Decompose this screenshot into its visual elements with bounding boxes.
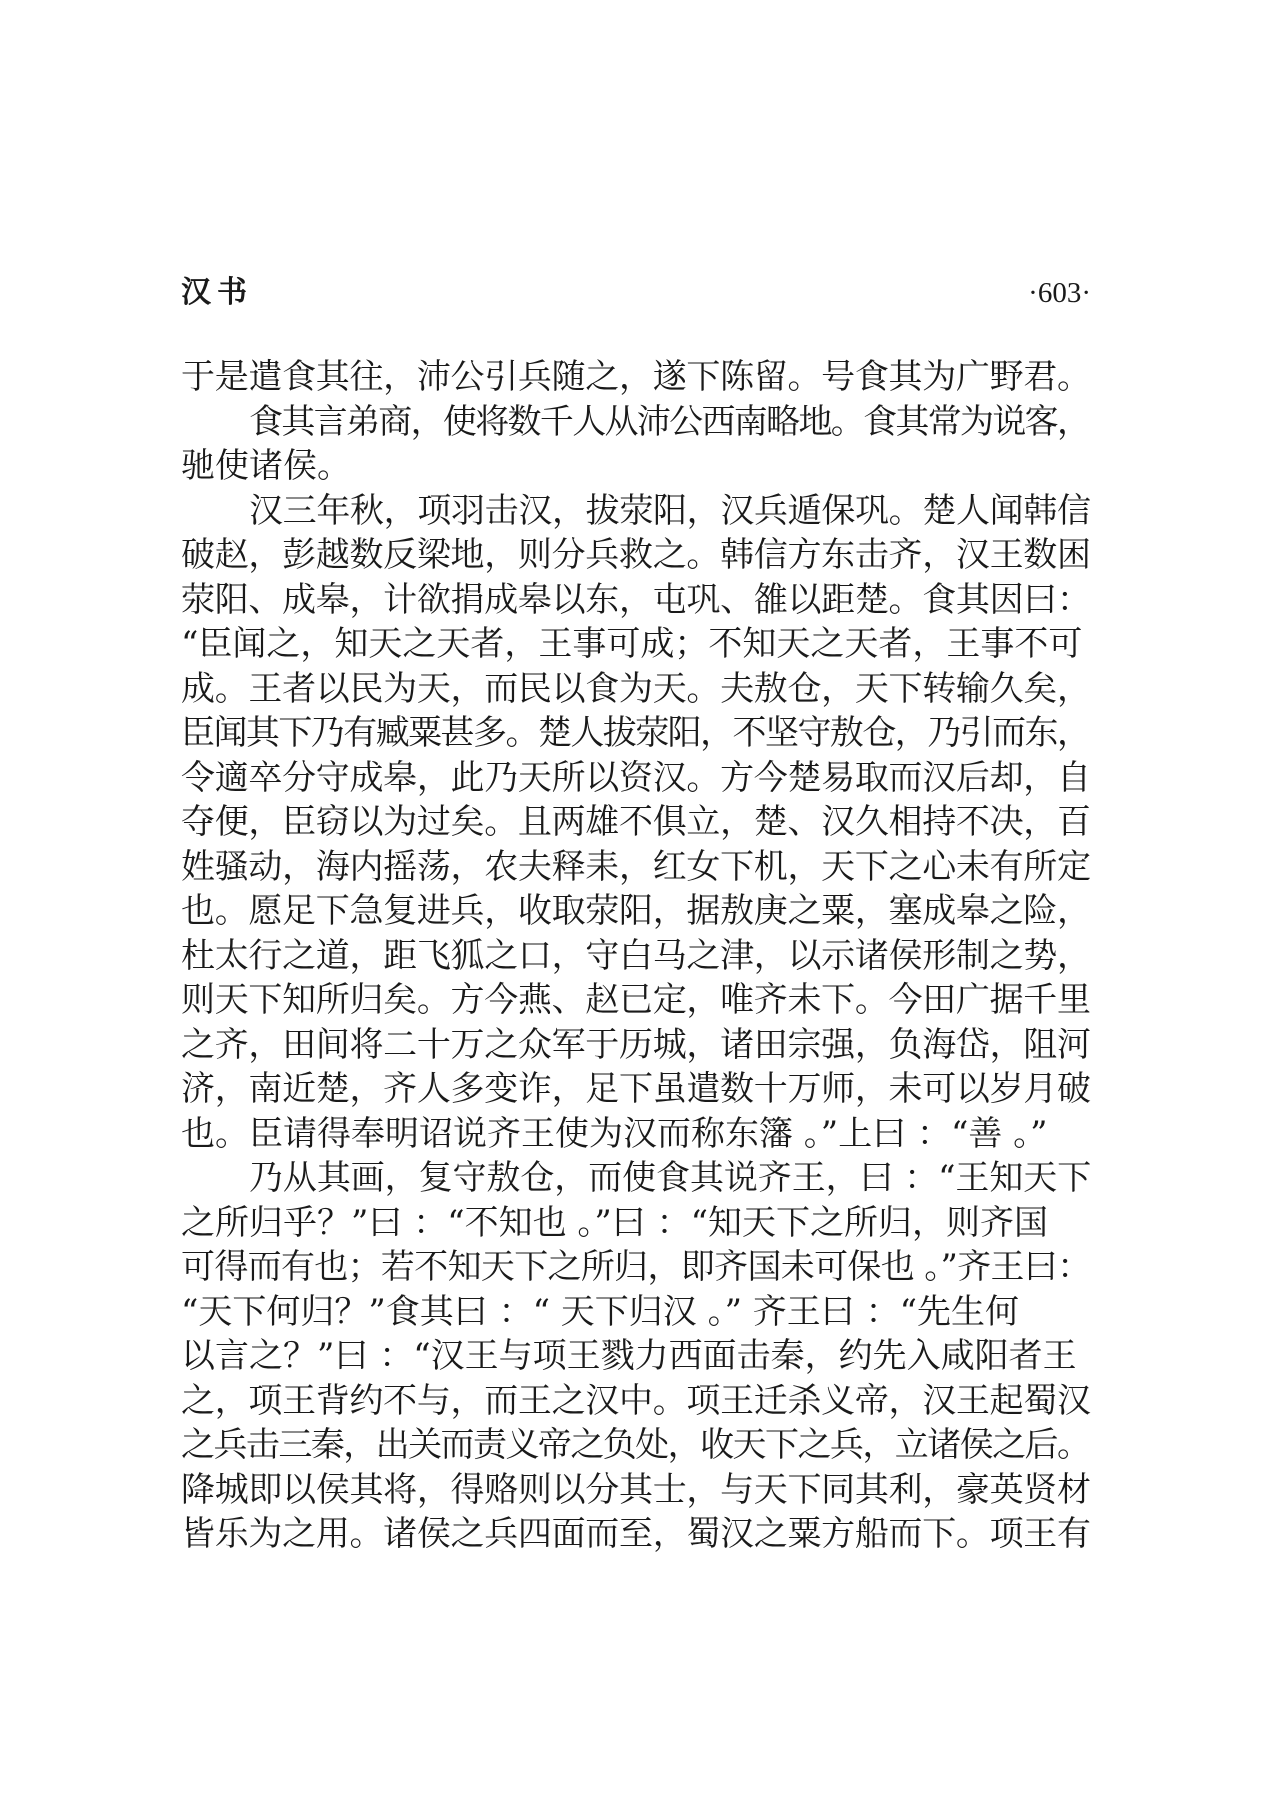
text-line: 皆乐为之用。诸侯之兵四面而至，蜀汉之粟方船而下。项王有 [181,1514,1091,1554]
text-line: 荥阳、成皋，计欲捐成皋以东，屯巩、雒以距楚。食其因曰： [181,579,1091,620]
text-line: “臣闻之，知天之天者，王事可成；不知天之天者，王事不可 [181,624,1083,664]
text-line: 食其言弟商，使将数千人从沛公西南略地。食其常为说客， [249,401,1090,442]
text-line: 也。愿足下急复进兵，收取荥阳，据敖庚之粟，塞成皋之险， [181,891,1091,931]
text-line: 成。王者以民为天，而民以食为天。夫敖仓，天下转输久矣， [181,668,1091,709]
text-line: 之兵击三秦，出关而责义帝之负处，收天下之兵，立诸侯之后。 [181,1425,1090,1465]
text-line: 令適卒分守成皋，此乃天所以资汉。方今楚易取而汉后却，自 [181,757,1091,798]
text-line: 则天下知所归矣。方今燕、赵已定，唯齐未下。今田广据千里 [181,980,1091,1020]
book-title: 汉书 [181,275,253,310]
text-line: 之，项王背约不与，而王之汉中。项王迁杀义帝，汉王起蜀汉 [181,1380,1091,1421]
text-line: 之所归乎？”曰 ：“不知也 。”曰 ：“知天下之所归，则齐国 [181,1202,1048,1243]
text-line: 驰使诸侯。 [181,446,351,486]
text-line: 以言之？”曰 ：“汉王与项王戮力西面击秦，约先入咸阳者王 [181,1336,1077,1376]
text-line: “天下何归？”食其曰 ：“ 天下归汉 。” 齐王曰 ：“先生何 [181,1291,1019,1332]
text-line: 可得而有也；若不知天下之所归，即齐国未可保也 。”齐王曰： [181,1247,1091,1287]
text-line: 乃从其画，复守敖仓，而使食其说齐王，曰 ：“王知天下 [249,1158,1092,1198]
text-line: 于是遣食其往，沛公引兵随之，遂下陈留。号食其为广野君。 [181,357,1091,397]
text-line: 夺便，臣窃以为过矣。且两雄不俱立，楚、汉久相持不决，百 [181,802,1091,842]
text-line: 也。臣请得奉明诏说齐王使为汉而称东籓 。”上曰 ：“善 。” [181,1113,1048,1154]
text-line: 姓骚动，海内摇荡，农夫释耒，红女下机，天下之心未有所定 [181,846,1091,887]
text-line: 之齐，田间将二十万之众军于历城，诸田宗强，负海岱，阻河 [181,1024,1091,1065]
text-line: 汉三年秋，项羽击汉，拔荥阳，汉兵遁保巩。楚人闻韩信 [249,490,1091,531]
text-line: 降城即以侯其将，得赂则以分其士，与天下同其利，豪英贤材 [181,1469,1091,1510]
text-line: 杜太行之道，距飞狐之口，守白马之津，以示诸侯形制之势， [181,935,1091,976]
running-header [181,270,1091,316]
text-line: 破赵，彭越数反梁地，则分兵救之。韩信方东击齐，汉王数困 [181,535,1091,575]
body-text [181,355,1091,1557]
text-line: 臣闻其下乃有臧粟甚多。楚人拔荥阳，不坚守敖仓，乃引而东， [181,713,1090,753]
page-number: ·603· [1028,277,1091,309]
text-line: 济，南近楚，齐人多变诈，足下虽遣数十万师，未可以岁月破 [181,1069,1091,1109]
